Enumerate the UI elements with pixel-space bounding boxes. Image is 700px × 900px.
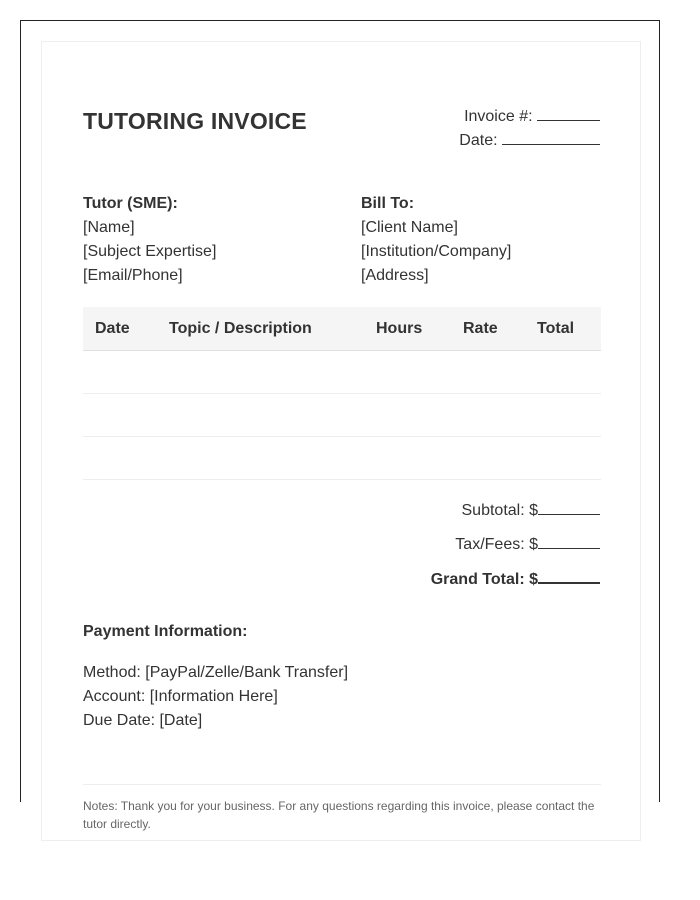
payment-block xyxy=(83,661,348,733)
table-row xyxy=(83,437,601,480)
cell-total xyxy=(525,394,601,437)
cell-date xyxy=(83,394,157,437)
tutor-contact: [Email/Phone] xyxy=(83,267,183,284)
client-address: [Address] xyxy=(361,267,429,284)
table-header-row xyxy=(83,307,601,351)
cell-rate xyxy=(451,437,525,480)
invoice-date-blank xyxy=(502,130,600,145)
cell-rate xyxy=(451,394,525,437)
header-hours: Hours xyxy=(364,307,451,351)
grand-total-label: Grand Total: $ xyxy=(430,571,538,588)
invoice-number-row xyxy=(459,105,600,129)
tax-row xyxy=(431,534,600,568)
cell-date xyxy=(83,437,157,480)
invoice-date-row xyxy=(459,129,600,153)
tax-blank xyxy=(538,534,600,549)
cell-topic xyxy=(157,394,364,437)
tax-label: Tax/Fees: $ xyxy=(455,536,538,553)
invoice-number-blank xyxy=(537,106,600,121)
subtotal-row xyxy=(431,500,600,534)
totals-block xyxy=(431,500,600,602)
client-institution: [Institution/Company] xyxy=(361,243,512,260)
cell-rate xyxy=(451,351,525,394)
payment-heading: Payment Information: xyxy=(83,623,248,640)
cell-hours xyxy=(364,437,451,480)
invoice-number-label: Invoice #: xyxy=(464,108,533,125)
tutor-heading: Tutor (SME): xyxy=(83,195,178,212)
header-date: Date xyxy=(83,307,157,351)
grand-total-blank xyxy=(538,568,600,584)
payment-method: Method: [PayPal/Zelle/Bank Transfer] xyxy=(83,664,349,681)
payment-due-date: Due Date: [Date] xyxy=(83,712,203,729)
cell-total xyxy=(525,351,601,394)
cell-hours xyxy=(364,351,451,394)
cell-hours xyxy=(364,394,451,437)
client-name: [Client Name] xyxy=(361,219,458,236)
subtotal-label: Subtotal: $ xyxy=(461,502,538,519)
invoice-meta xyxy=(459,105,600,153)
grand-total-row xyxy=(431,568,600,602)
bill-to-block xyxy=(361,192,511,288)
tutor-name: [Name] xyxy=(83,219,135,236)
invoice-date-label: Date: xyxy=(459,132,498,149)
tutor-subject: [Subject Expertise] xyxy=(83,243,217,260)
invoice-title: TUTORING INVOICE xyxy=(83,108,307,134)
cell-date xyxy=(83,351,157,394)
line-items-table xyxy=(83,307,601,480)
bill-to-heading: Bill To: xyxy=(361,195,415,212)
notes-text: Notes: Thank you for your business. For any questions regarding this invoice, please contact the tutor directly. xyxy=(83,799,595,831)
invoice-sheet xyxy=(41,41,641,841)
cell-topic xyxy=(157,351,364,394)
document-frame xyxy=(20,20,660,831)
header-rate: Rate xyxy=(451,307,525,351)
tutor-block xyxy=(83,192,216,288)
notes-divider xyxy=(83,784,601,785)
header-total: Total xyxy=(525,307,601,351)
cell-topic xyxy=(157,437,364,480)
payment-account: Account: [Information Here] xyxy=(83,688,278,705)
subtotal-blank xyxy=(538,500,600,515)
header-topic: Topic / Description xyxy=(157,307,364,351)
table-row xyxy=(83,351,601,394)
table-row xyxy=(83,394,601,437)
cell-total xyxy=(525,437,601,480)
